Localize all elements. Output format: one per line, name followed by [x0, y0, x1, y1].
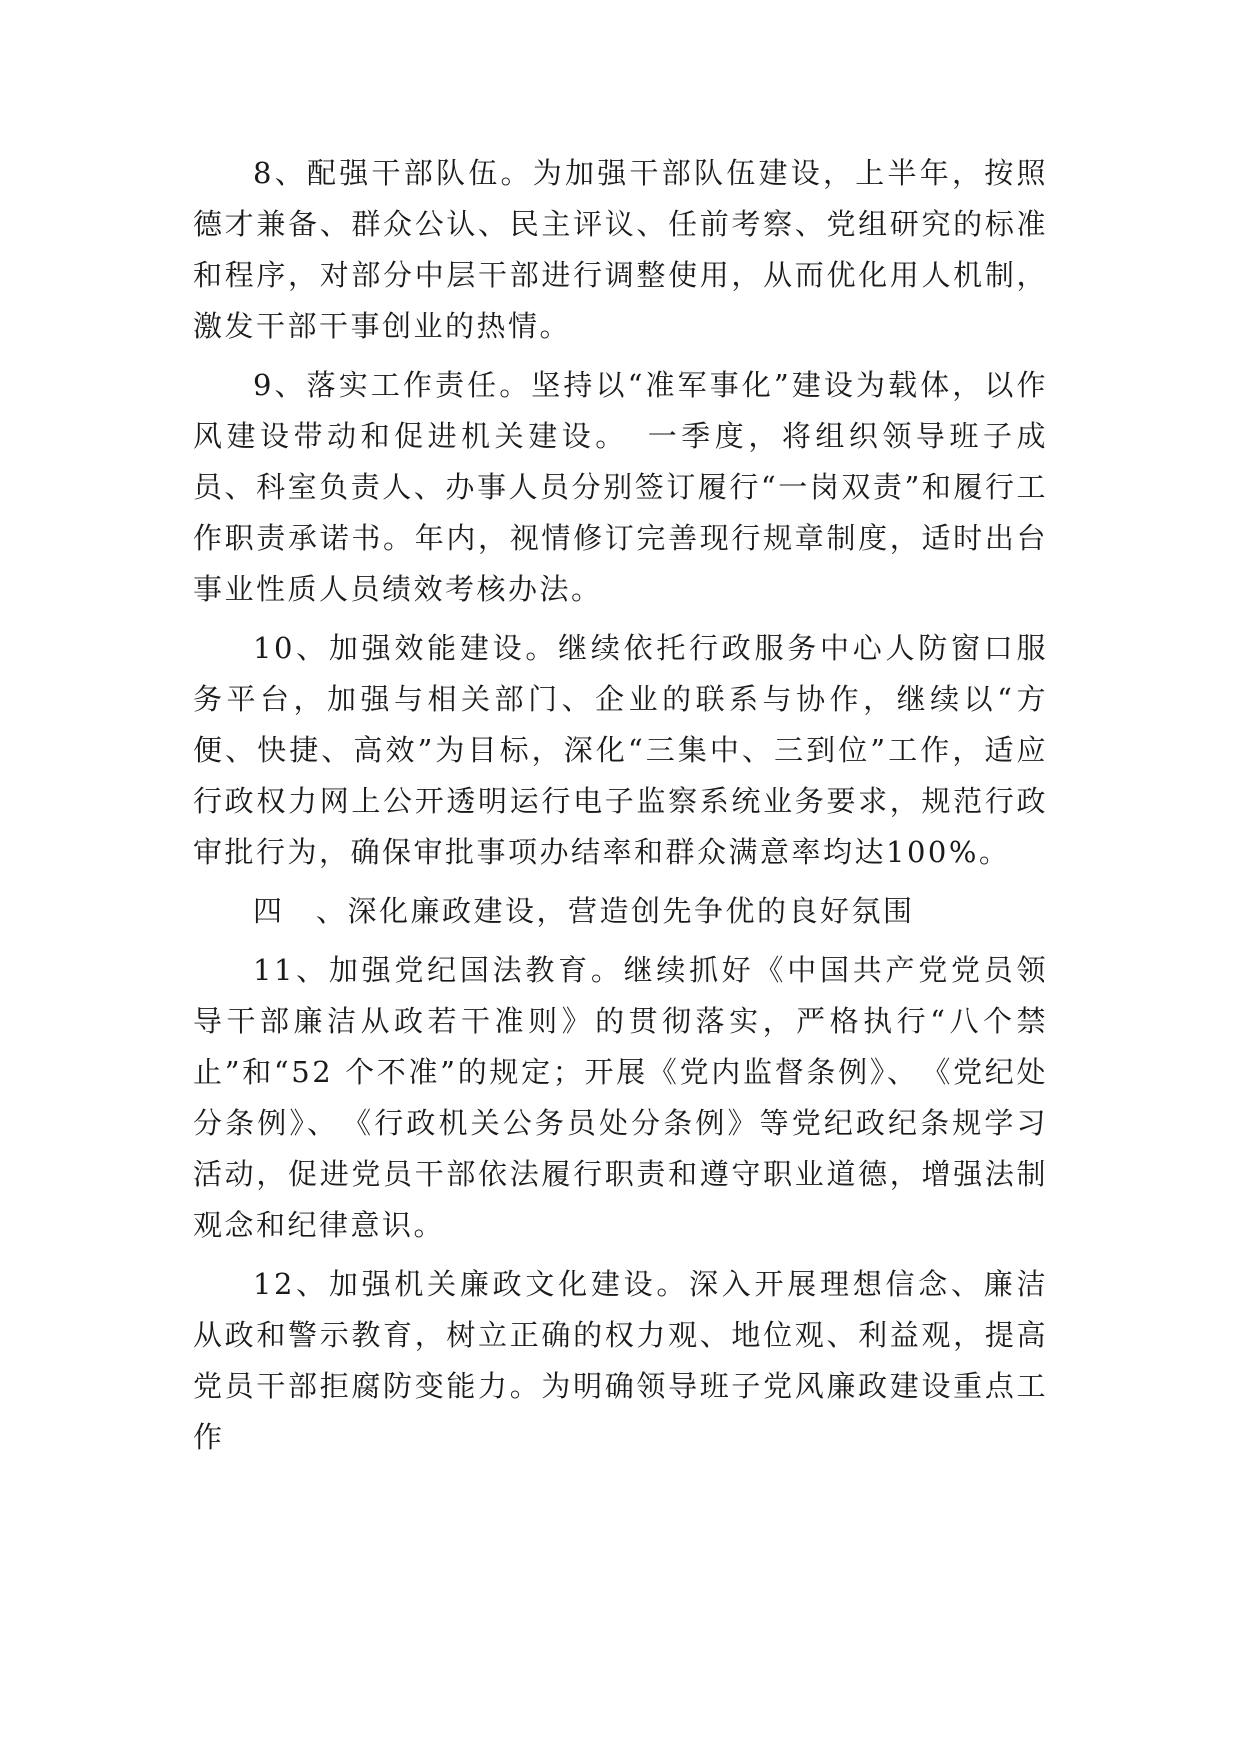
document-body — [193, 148, 1048, 1471]
paragraph-9-work-responsibility: 9、落实工作责任。坚持以“准军事化”建设为载体，以作风建设带动和促进机关建设。 一季度，将组织领导班子成员、科室负责人、办事人员分别签订履行“一岗双责”和履行工作职责承诺书。年内，视情修订完善现行规章制度，适时出台事业性质人员绩效考核办法。 — [193, 368, 1048, 606]
paragraph-11-discipline-education: 11、加强党纪国法教育。继续抓好《中国共产党党员领导干部廉洁从政若干准则》的贯彻落实，严格执行“八个禁止”和“52 个不准”的规定；开展《党内监督条例》、 《党纪处分条例》、 《行政机关公务员处分条例》等党纪政纪条规学习活动，促进党员干部依法履行职责和遵守职业道德，增强法制观念和纪律意识。 — [193, 953, 1048, 1242]
paragraph-10-efficiency: 10、加强效能建设。继续依托行政服务中心人防窗口服务平台，加强与相关部门、企业的联系与协作，继续以“方便、快捷、高效”为目标，深化“三集中、三到位”工作，适应行政权力网上公开透明运行电子监察系统业务要求，规范行政审批行为，确保审批事项办结率和群众满意率均达100%。 — [193, 631, 1048, 869]
section-heading-4: 四 、深化廉政建设，营造创先争优的良好氛围 — [253, 894, 915, 928]
paragraph-8-cadre-team: 8、配强干部队伍。为加强干部队伍建设，上半年，按照德才兼备、群众公认、民主评议、任前考察、党组研究的标准和程序，对部分中层干部进行调整使用，从而优化用人机制，激发干部干事创业的热情。 — [193, 156, 1048, 343]
paragraph-12-integrity-culture: 12、加强机关廉政文化建设。深入开展理想信念、廉洁从政和警示教育，树立正确的权力观、地位观、利益观，提高党员干部拒腐防变能力。为明确领导班子党风廉政建设重点工作 — [193, 1267, 1048, 1454]
